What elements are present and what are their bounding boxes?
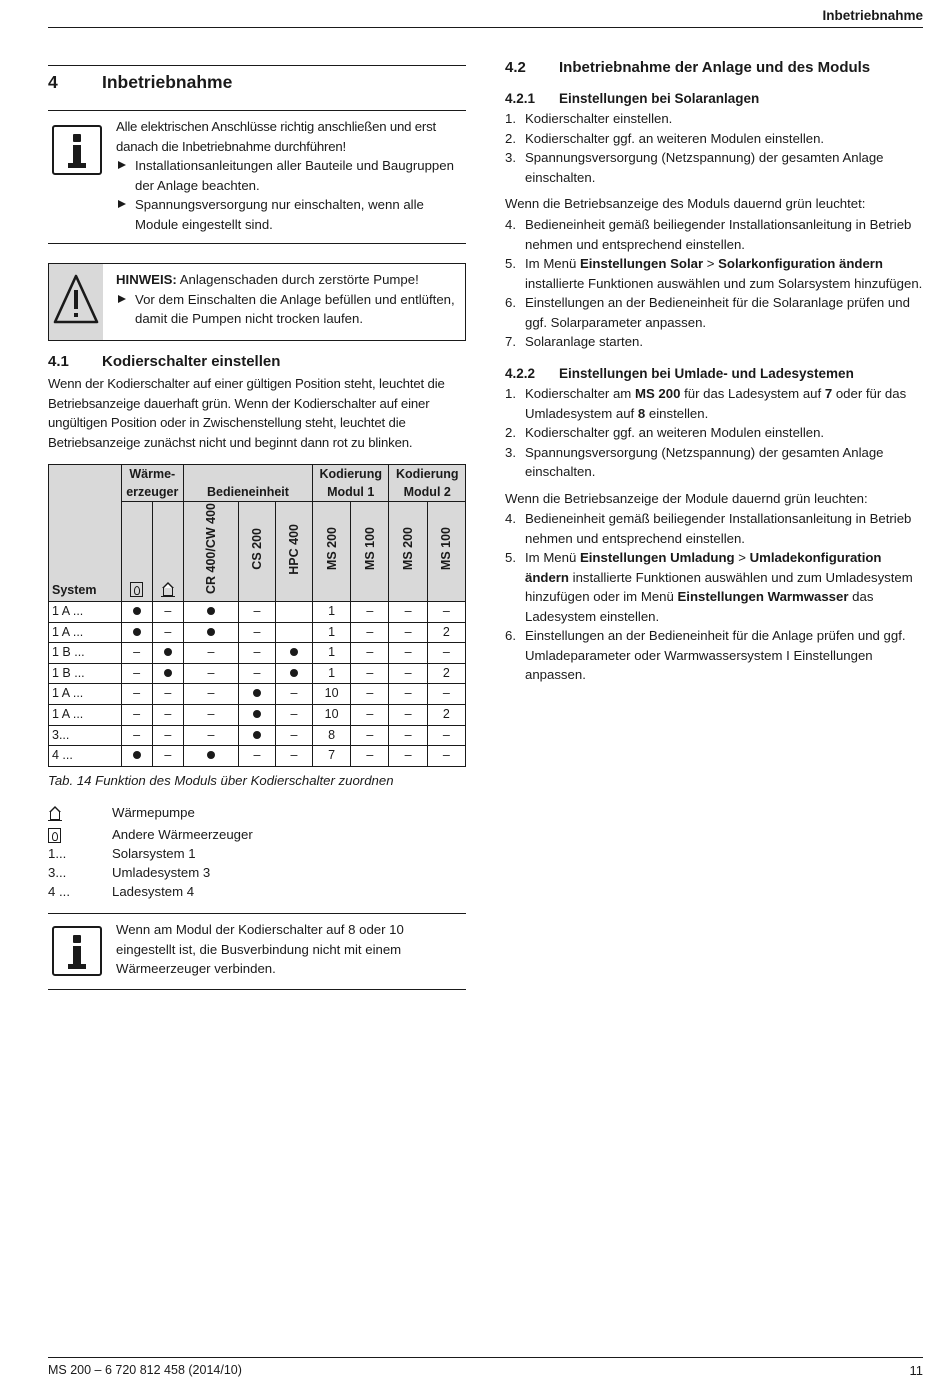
legend-item: 1... Solarsystem 1: [48, 846, 196, 861]
table-cell: –: [389, 643, 427, 664]
list-item: 4. Bedieneinheit gemäß beiliegender Installationsanleitung in Betrieb nehmen und entsprechend einstellen.: [505, 511, 912, 546]
table-cell: –: [427, 643, 465, 664]
table-cell: –: [427, 684, 465, 705]
warning-label: HINWEIS:: [116, 272, 177, 287]
warning-triangle-icon: [52, 272, 100, 332]
table-cell: –: [183, 684, 238, 705]
cell-active: [275, 663, 312, 684]
table-cell: –: [152, 602, 183, 623]
table-cell: –: [389, 746, 427, 767]
section-rule: [48, 65, 466, 66]
filled-dot-icon: [164, 669, 172, 677]
table-cell: –: [389, 684, 427, 705]
info-note-1: Alle elektrischen Anschlüsse richtig anschließen und erst danach die Inbetriebnahme durchführen! Installationsanleitungen aller Bauteile und Baugruppen der Anlage beachten. Spannungsversorgung nur einschalten, wenn alle Module eingestellt sind.: [116, 117, 461, 234]
oil-gas-boiler-icon: [48, 828, 61, 843]
filled-dot-icon: [207, 628, 215, 636]
table-cell: –: [389, 725, 427, 746]
cell-system: 1 B ...: [49, 643, 122, 664]
table-cell: 8: [312, 725, 350, 746]
section-4-2-heading: 4.2 Inbetriebnahme der Anlage und des Moduls: [505, 59, 871, 76]
info-bullet: Installationsanleitungen aller Bauteile und Baugruppen der Anlage beachten.: [116, 156, 461, 195]
info-box-top-rule: [48, 913, 466, 914]
table-cell: 2: [427, 704, 465, 725]
cell-system: 4 ...: [49, 746, 122, 767]
table-cell: 2: [427, 663, 465, 684]
section-4-2-2-heading: 4.2.2 Einstellungen bei Umlade- und Ladesystemen: [505, 366, 854, 381]
cell-active: [121, 746, 152, 767]
table-cell: –: [152, 704, 183, 725]
heat-pump-icon: [161, 582, 175, 598]
table-row: [49, 643, 466, 664]
cell-system: 1 A ...: [49, 602, 122, 623]
legend-item: Wärmepumpe: [48, 803, 466, 823]
list-item: 6. Einstellungen an der Bedieneinheit für die Solaranlage prüfen und ggf. Solarparameter anpassen.: [505, 295, 910, 330]
table-cell: 7: [312, 746, 350, 767]
umlade-steps-list: [505, 384, 923, 482]
cell-active: [152, 643, 183, 664]
table-cell: –: [351, 602, 389, 623]
table-cell: –: [351, 622, 389, 643]
table-row: [49, 622, 466, 643]
heat-pump-icon: [48, 806, 62, 822]
filled-dot-icon: [253, 689, 261, 697]
list-item: 2. Kodierschalter ggf. an weiteren Modulen einstellen.: [505, 130, 825, 146]
table-cell: –: [238, 643, 275, 664]
cell-system: 1 A ...: [49, 704, 122, 725]
col-header-modul2-ms200: MS 200: [401, 527, 416, 571]
section-4-2-1-heading: 4.2.1 Einstellungen bei Solaranlagen: [505, 91, 760, 106]
table-cell: –: [275, 746, 312, 767]
legend-item: Andere Wärmeerzeuger: [48, 825, 466, 845]
table-cell: –: [427, 602, 465, 623]
table-cell: 10: [312, 684, 350, 705]
table-cell: –: [152, 622, 183, 643]
cell-active: [238, 725, 275, 746]
col-header-waermeerzeuger: Wärme- erzeuger: [121, 465, 183, 502]
filled-dot-icon: [253, 710, 261, 718]
filled-dot-icon: [164, 648, 172, 656]
col-header-cr400: CR 400/CW 400: [203, 503, 218, 595]
list-item: 3. Spannungsversorgung (Netzspannung) der gesamten Anlage einschalten.: [505, 150, 884, 185]
table-cell: 2: [427, 622, 465, 643]
section-4-1-heading: 4.1 Kodierschalter einstellen: [48, 353, 281, 370]
table-cell: –: [152, 746, 183, 767]
cell-system: 1 B ...: [49, 663, 122, 684]
footer-document-id: MS 200 – 6 720 812 458 (2014/10): [48, 1363, 242, 1377]
list-item: 7. Solaranlage starten.: [505, 334, 644, 349]
table-cell: 1: [312, 602, 350, 623]
col-header-hpc400: HPC 400: [286, 523, 301, 575]
legend-item: 3... Umladesystem 3: [48, 865, 211, 880]
table-cell: –: [121, 643, 152, 664]
table-cell: –: [121, 684, 152, 705]
filled-dot-icon: [207, 607, 215, 615]
header-rule: [48, 27, 923, 28]
table-row: [49, 725, 466, 746]
list-item: 5. Im Menü Einstellungen Umladung > Umladekonfiguration ändern installierte Funktionen auswählen und zum Umladesystem hinzufügen oder im Menü Einstellungen Warmwasser das Ladesystem einstellen.: [505, 550, 913, 624]
table-cell: –: [389, 622, 427, 643]
table-cell: –: [121, 663, 152, 684]
table-cell: 1: [312, 643, 350, 664]
umlade-condition: Wenn die Betriebsanzeige der Module dauernd grün leuchten:: [505, 491, 868, 506]
info-box-bottom-rule: [48, 989, 466, 990]
filled-dot-icon: [207, 751, 215, 759]
table-cell: –: [238, 622, 275, 643]
list-item: 2. Kodierschalter ggf. an weiteren Modulen einstellen.: [505, 425, 825, 440]
table-row: [49, 684, 466, 705]
table-cell: –: [183, 725, 238, 746]
cell-active: [183, 622, 238, 643]
filled-dot-icon: [290, 669, 298, 677]
table-cell: [275, 602, 312, 623]
warning-bullet: Vor dem Einschalten die Anlage befüllen und entlüften, damit die Pumpen nicht trocken laufen.: [116, 290, 461, 329]
table-cell: [275, 622, 312, 643]
page-number: 11: [909, 1363, 923, 1378]
table-cell: –: [275, 725, 312, 746]
oil-gas-boiler-icon: [130, 582, 143, 597]
umlade-steps-list-2: [505, 509, 923, 685]
table-row: [49, 704, 466, 725]
filled-dot-icon: [133, 628, 141, 636]
table-cell: –: [351, 704, 389, 725]
table-cell: –: [351, 663, 389, 684]
info-icon: [52, 926, 102, 976]
section-4-1-body: Wenn der Kodierschalter auf einer gültigen Position steht, leuchtet die Betriebsanzeige dauerhaft grün. Wenn der Kodierschalter auf einer ungültigen Position oder in Zwischenstellung steht, leuchtet die Betriebsanzeige zunächst nicht und beginnt dann rot zu blinken.: [48, 376, 445, 450]
col-header-bedieneinheit: Bedieneinheit: [183, 465, 312, 502]
table-cell: –: [238, 602, 275, 623]
table-cell: –: [389, 663, 427, 684]
filled-dot-icon: [133, 607, 141, 615]
footer-rule: [48, 1357, 923, 1358]
list-item: 4. Bedieneinheit gemäß beiliegender Installationsanleitung in Betrieb nehmen und entsprechend einstellen.: [505, 217, 912, 252]
table-cell: –: [351, 684, 389, 705]
table-cell: –: [351, 746, 389, 767]
filled-dot-icon: [290, 648, 298, 656]
col-header-modul1-ms100: MS 100: [362, 527, 377, 571]
table-cell: 1: [312, 622, 350, 643]
table-cell: –: [121, 704, 152, 725]
solar-condition: Wenn die Betriebsanzeige des Moduls dauernd grün leuchtet:: [505, 196, 866, 211]
col-header-cs200: CS 200: [249, 528, 264, 570]
running-header: Inbetriebnahme: [822, 8, 923, 23]
cell-active: [238, 684, 275, 705]
section-4-heading: 4 Inbetriebnahme: [48, 72, 233, 92]
list-item: 5. Im Menü Einstellungen Solar > Solarkonfiguration ändern installierte Funktionen auswählen und zum Solarsystem hinzufügen.: [505, 256, 923, 291]
table-cell: –: [238, 663, 275, 684]
solar-steps-list-2: [505, 215, 923, 352]
cell-active: [275, 643, 312, 664]
cell-active: [152, 663, 183, 684]
table-cell: –: [152, 684, 183, 705]
cell-system: 1 A ...: [49, 622, 122, 643]
col-header-kodierung-modul-1: Kodierung Modul 1: [312, 465, 389, 502]
table-row: [49, 602, 466, 623]
cell-active: [121, 602, 152, 623]
table-cell: –: [152, 725, 183, 746]
solar-steps-list: [505, 109, 923, 187]
table-cell: –: [427, 746, 465, 767]
table-caption: Tab. 14 Funktion des Moduls über Kodierschalter zuordnen: [48, 773, 394, 788]
table-cell: –: [183, 663, 238, 684]
info-note-2: Wenn am Modul der Kodierschalter auf 8 oder 10 eingestellt ist, die Busverbindung nicht mit einem Wärmeerzeuger verbinden.: [116, 922, 404, 976]
table-cell: –: [121, 725, 152, 746]
col-header-modul1-ms200: MS 200: [324, 527, 339, 571]
table-cell: –: [389, 602, 427, 623]
col-header-kodierung-modul-2: Kodierung Modul 2: [389, 465, 466, 502]
table-cell: 1: [312, 663, 350, 684]
info-icon: [52, 125, 102, 175]
col-header-modul2-ms100: MS 100: [439, 527, 454, 571]
list-item: 1. Kodierschalter einstellen.: [505, 111, 673, 126]
table-row: [49, 663, 466, 684]
info-box-top-rule: [48, 110, 466, 111]
cell-active: [238, 704, 275, 725]
cell-active: [183, 746, 238, 767]
table-cell: –: [238, 746, 275, 767]
list-item: 1. Kodierschalter am MS 200 für das Ladesystem auf 7 oder für das Umladesystem auf 8 einstellen.: [505, 386, 907, 421]
col-header-system: System: [49, 465, 122, 602]
cell-active: [121, 622, 152, 643]
table-cell: –: [351, 643, 389, 664]
legend-item: 4 ... Ladesystem 4: [48, 884, 195, 899]
table-cell: –: [183, 643, 238, 664]
cell-system: 3...: [49, 725, 122, 746]
table-cell: –: [183, 704, 238, 725]
table-cell: –: [275, 704, 312, 725]
table-cell: 10: [312, 704, 350, 725]
table-row: [49, 746, 466, 767]
info-bullet: Spannungsversorgung nur einschalten, wenn alle Module eingestellt sind.: [116, 195, 461, 234]
table-cell: –: [275, 684, 312, 705]
cell-system: 1 A ...: [49, 684, 122, 705]
filled-dot-icon: [253, 731, 261, 739]
warning-note: HINWEIS: Anlagenschaden durch zerstörte Pumpe! Vor dem Einschalten die Anlage befüllen und entlüften, damit die Pumpen nicht trocken laufen.: [116, 270, 461, 329]
coding-switch-table: [48, 464, 466, 767]
list-item: 6. Einstellungen an der Bedieneinheit für die Anlage prüfen und ggf. Umladeparameter oder Warmwassersystem I Einstellungen anpassen.: [505, 628, 906, 682]
table-cell: –: [427, 725, 465, 746]
cell-active: [183, 602, 238, 623]
table-cell: –: [389, 704, 427, 725]
info-box-bottom-rule: [48, 243, 466, 244]
list-item: 3. Spannungsversorgung (Netzspannung) der gesamten Anlage einschalten.: [505, 444, 884, 479]
filled-dot-icon: [133, 751, 141, 759]
table-cell: –: [351, 725, 389, 746]
